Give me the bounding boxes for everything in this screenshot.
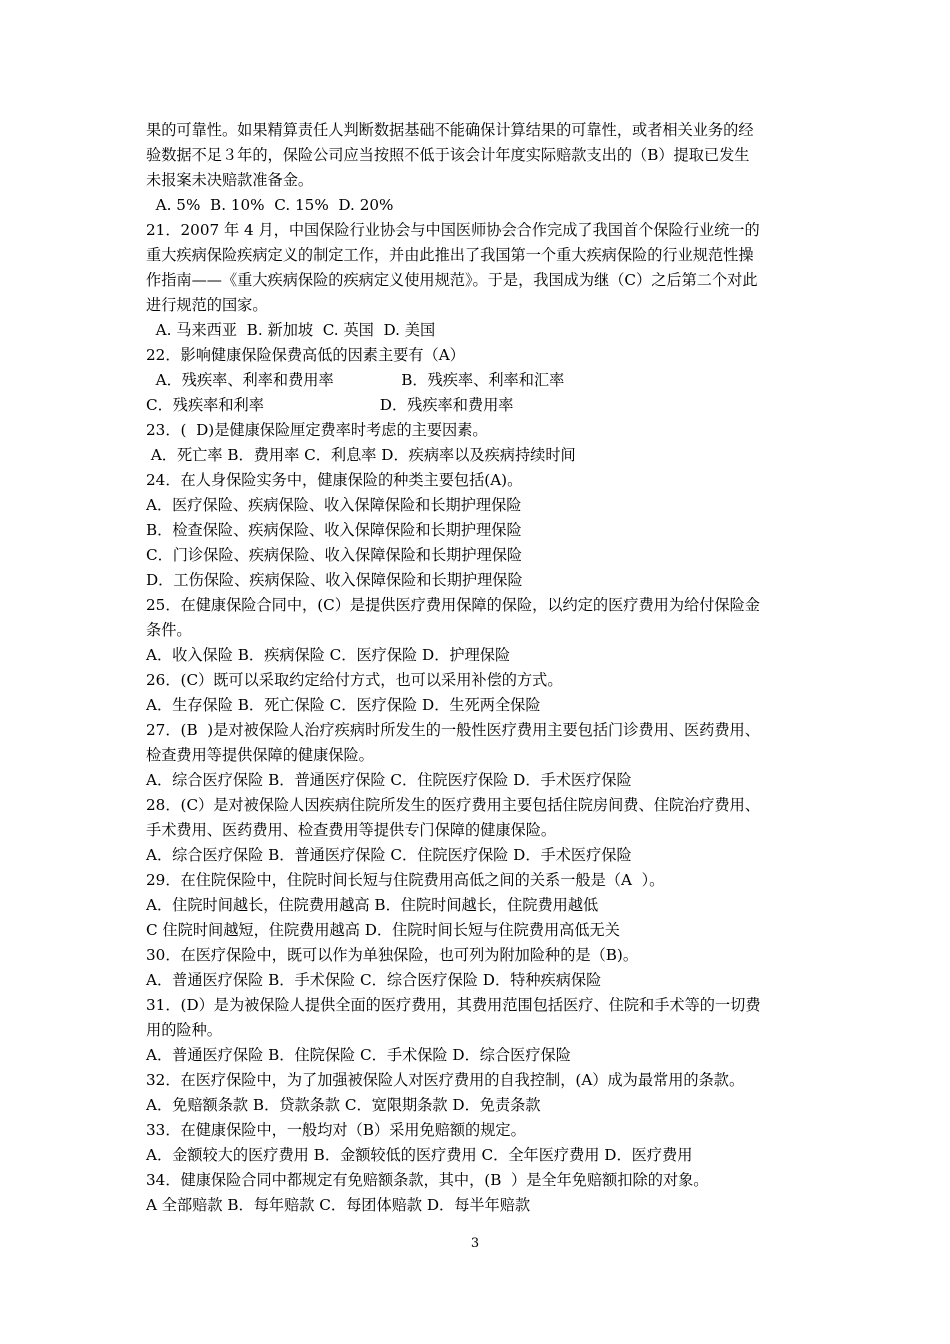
text-line: 25．在健康保险合同中，(C）是提供医疗费用保障的保险，以约定的医疗费用为给付保险金 bbox=[146, 596, 760, 614]
text-line: A．普通医疗保险 B．住院保险 C．手术保险 D．综合医疗保险 bbox=[146, 1046, 571, 1064]
text-line: 28．(C）是对被保险人因疾病住院所发生的医疗费用主要包括住院房间费、住院治疗费用、 bbox=[146, 796, 760, 814]
text-line: A. 5% B. 10% C. 15% D. 20% bbox=[146, 196, 394, 214]
text-line: A．医疗保险、疾病保险、收入保障保险和长期护理保险 bbox=[146, 496, 522, 514]
text-line: A．普通医疗保险 B．手术保险 C．综合医疗保险 D．特种疾病保险 bbox=[146, 971, 602, 989]
text-line: 24．在人身保险实务中，健康保险的种类主要包括(A)。 bbox=[146, 471, 523, 489]
text-line: 进行规范的国家。 bbox=[146, 296, 268, 314]
text-line: 未报案未决赔款准备金。 bbox=[146, 171, 314, 189]
text-line: 检查费用等提供保障的健康保险。 bbox=[146, 746, 374, 764]
text-line: A．死亡率 B．费用率 C．利息率 D．疾病率以及疾病持续时间 bbox=[146, 446, 576, 464]
text-line: 手术费用、医药费用、检查费用等提供专门保障的健康保险。 bbox=[146, 821, 557, 839]
text-line: 条件。 bbox=[146, 621, 192, 639]
page-number: 3 bbox=[470, 1236, 480, 1251]
text-line: 果的可靠性。如果精算责任人判断数据基础不能确保计算结果的可靠性，或者相关业务的经 bbox=[146, 121, 754, 139]
text-line: A．免赔额条款 B．贷款条款 C．宽限期条款 D．免责条款 bbox=[146, 1096, 541, 1114]
text-line: B．检查保险、疾病保险、收入保障保险和长期护理保险 bbox=[146, 521, 522, 539]
text-line: 用的险种。 bbox=[146, 1021, 222, 1039]
text-line: A．生存保险 B．死亡保险 C．医疗保险 D．生死两全保险 bbox=[146, 696, 541, 714]
text-line: 27．(B )是对被保险人治疗疾病时所发生的一般性医疗费用主要包括门诊费用、医药费用、 bbox=[146, 721, 760, 739]
text-line: 29．在住院保险中，住院时间长短与住院费用高低之间的关系一般是（A ）。 bbox=[146, 871, 665, 889]
text-line: A 全部赔款 B．每年赔款 C．每团体赔款 D．每半年赔款 bbox=[146, 1196, 531, 1214]
text-line: 33．在健康保险中，一般均对（B）采用免赔额的规定。 bbox=[146, 1121, 526, 1139]
text-line: A. 马来西亚 B. 新加坡 C. 英国 D. 美国 bbox=[146, 321, 436, 339]
text-line: 作指南——《重大疾病保险的疾病定义使用规范》。于是，我国成为继（C）之后第二个对此 bbox=[146, 271, 758, 289]
text-line: C．残疾率和利率 D．残疾率和费用率 bbox=[146, 396, 514, 414]
text-line: 重大疾病保险疾病定义的制定工作，并由此推出了我国第一个重大疾病保险的行业规范性操 bbox=[146, 246, 754, 264]
text-line: A．收入保险 B．疾病保险 C．医疗保险 D．护理保险 bbox=[146, 646, 511, 664]
text-line: D．工伤保险、疾病保险、收入保障保险和长期护理保险 bbox=[146, 571, 523, 589]
text-line: A．综合医疗保险 B．普通医疗保险 C．住院医疗保险 D．手术医疗保险 bbox=[146, 846, 632, 864]
text-line: A．住院时间越长，住院费用越高 B．住院时间越长，住院费用越低 bbox=[146, 896, 599, 914]
text-line: 30．在医疗保险中，既可以作为单独保险，也可列为附加险种的是（B)。 bbox=[146, 946, 639, 964]
text-line: 22．影响健康保险保费高低的因素主要有（A） bbox=[146, 346, 465, 364]
text-line: A．综合医疗保险 B．普通医疗保险 C．住院医疗保险 D．手术医疗保险 bbox=[146, 771, 632, 789]
text-line: 26．(C）既可以采取约定给付方式，也可以采用补偿的方式。 bbox=[146, 671, 563, 689]
text-line: 34．健康保险合同中都规定有免赔额条款，其中，(B ）是全年免赔额扣除的对象。 bbox=[146, 1171, 709, 1189]
text-line: C．门诊保险、疾病保险、收入保障保险和长期护理保险 bbox=[146, 546, 523, 564]
text-line: 21．2007 年 4 月，中国保险行业协会与中国医师协会合作完成了我国首个保险行业统一的 bbox=[146, 221, 760, 239]
text-line: C 住院时间越短，住院费用越高 D．住院时间长短与住院费用高低无关 bbox=[146, 921, 620, 939]
text-line: A．金额较大的医疗费用 B．金额较低的医疗费用 C．全年医疗费用 D．医疗费用 bbox=[146, 1146, 693, 1164]
text-line: 23．( D)是健康保险厘定费率时考虑的主要因素。 bbox=[146, 421, 488, 439]
text-line: 验数据不足３年的，保险公司应当按照不低于该会计年度实际赔款支出的（B）提取已发生 bbox=[146, 146, 750, 164]
text-line: 32．在医疗保险中，为了加强被保险人对医疗费用的自我控制，(A）成为最常用的条款。 bbox=[146, 1071, 745, 1089]
text-line: 31．(D）是为被保险人提供全面的医疗费用，其费用范围包括医疗、住院和手术等的一切费 bbox=[146, 996, 761, 1014]
text-line: A．残疾率、利率和费用率 B．残疾率、利率和汇率 bbox=[146, 371, 565, 389]
